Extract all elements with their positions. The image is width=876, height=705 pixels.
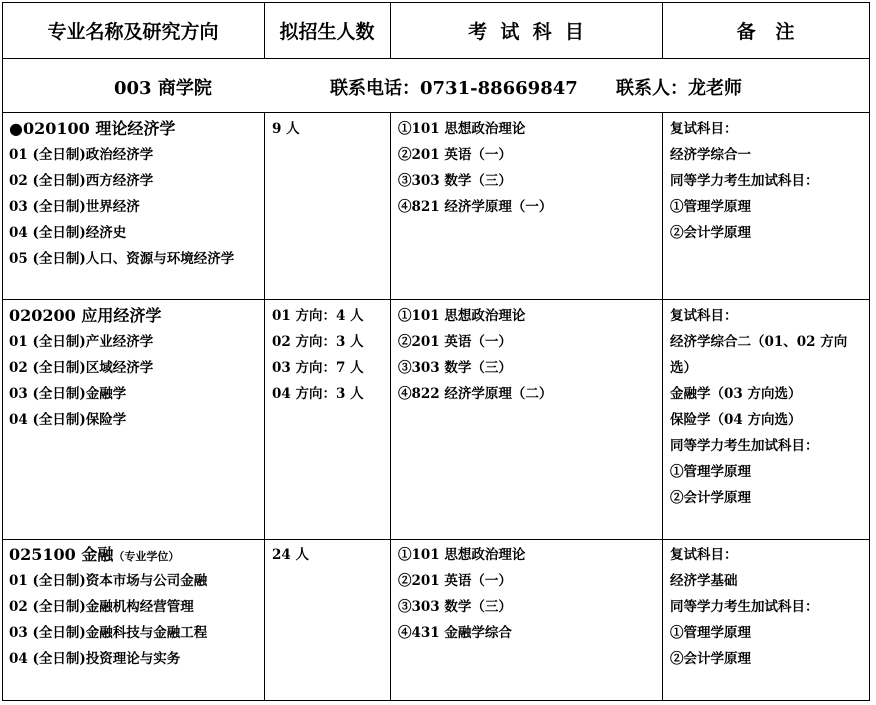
remark-line: 经济学综合一 (670, 147, 751, 163)
remark-line: 经济学基础 (670, 573, 738, 589)
enrollment-cell (272, 303, 364, 407)
header-enrollment: 拟招生人数 (279, 20, 375, 43)
exam-subject: ③303 数学（三） (398, 360, 512, 376)
major-title: ●020100 理论经济学 (9, 119, 176, 138)
remark-line: ①管理学原理 (670, 625, 751, 641)
remark-line: ②会计学原理 (670, 490, 751, 506)
direction-item: 04 (全日制)投资理论与实务 (9, 651, 181, 667)
remark-line: ②会计学原理 (670, 225, 751, 241)
remarks-cell (670, 303, 847, 511)
exam-cell (398, 542, 525, 646)
direction-item: 04 (全日制)保险学 (9, 412, 127, 428)
direction-item: 03 (全日制)金融学 (9, 386, 127, 402)
exam-subject: ①101 思想政治理论 (398, 547, 526, 563)
remark-line: 同等学力考生加试科目： (670, 599, 819, 615)
exam-subject: ②201 英语（一） (398, 573, 512, 589)
exam-subject: ①101 思想政治理论 (398, 121, 526, 137)
column-divider (662, 112, 663, 700)
contact-phone: 联系电话：0731-88669847 (330, 78, 578, 99)
direction-item: 04 (全日制)经济史 (9, 225, 127, 241)
exam-cell (398, 116, 552, 220)
remark-line: 保险学（04 方向选） (670, 412, 802, 428)
column-divider (264, 112, 265, 700)
direction-item: 01 (全日制)政治经济学 (9, 147, 154, 163)
enrollment-count: 04 方向：3 人 (272, 386, 364, 402)
remarks-cell (670, 542, 819, 672)
remark-line: 选） (670, 360, 697, 376)
remark-line: 复试科目： (670, 121, 738, 137)
direction-item: 03 (全日制)金融科技与金融工程 (9, 625, 208, 641)
direction-item: 01 (全日制)资本市场与公司金融 (9, 573, 208, 589)
college-name: 003 商学院 (114, 78, 212, 99)
direction-item: 01 (全日制)产业经济学 (9, 334, 154, 350)
exam-subject: ②201 英语（一） (398, 147, 512, 163)
exam-subject: ④431 金融学综合 (398, 625, 512, 641)
remark-line: 经济学综合二（01、02 方向 (670, 334, 848, 350)
remark-line: ①管理学原理 (670, 464, 751, 480)
enrollment-count: 24 人 (272, 547, 309, 563)
major-cell (9, 542, 207, 672)
remark-line: 同等学力考生加试科目： (670, 173, 819, 189)
contact-person: 联系人：龙老师 (616, 78, 742, 99)
major-cell (9, 303, 161, 433)
direction-item: 02 (全日制)西方经济学 (9, 173, 154, 189)
header-exam-subjects: 考 试 科 目 (468, 20, 584, 43)
header-remarks: 备 注 (736, 20, 795, 43)
enrollment-count: 02 方向：3 人 (272, 334, 364, 350)
remark-line: 同等学力考生加试科目： (670, 438, 819, 454)
contact-row (2, 58, 870, 112)
direction-item: 03 (全日制)世界经济 (9, 199, 140, 215)
row-divider (2, 539, 870, 540)
enrollment-cell (272, 116, 300, 142)
exam-subject: ④822 经济学原理（二） (398, 386, 553, 402)
header-major: 专业名称及研究方向 (47, 20, 219, 43)
contact-divider (2, 112, 870, 113)
row-divider (2, 700, 870, 701)
row-divider (2, 299, 870, 300)
remark-line: 金融学（03 方向选） (670, 386, 802, 402)
exam-subject: ③303 数学（三） (398, 173, 512, 189)
remark-line: 复试科目： (670, 547, 738, 563)
major-title: 025100 金融（专业学位） (9, 545, 180, 564)
direction-item: 02 (全日制)金融机构经营管理 (9, 599, 194, 615)
enrollment-count: 01 方向：4 人 (272, 308, 364, 324)
exam-cell (398, 303, 552, 407)
exam-subject: ④821 经济学原理（一） (398, 199, 553, 215)
remarks-cell (670, 116, 819, 246)
remark-line: ①管理学原理 (670, 199, 751, 215)
exam-subject: ②201 英语（一） (398, 334, 512, 350)
enrollment-count: 9 人 (272, 121, 300, 137)
remark-line: 复试科目： (670, 308, 738, 324)
direction-item: 05 (全日制)人口、资源与环境经济学 (9, 251, 235, 267)
exam-subject: ①101 思想政治理论 (398, 308, 526, 324)
column-divider (390, 112, 391, 700)
major-title: 020200 应用经济学 (9, 306, 162, 325)
enrollment-cell (272, 542, 309, 568)
exam-subject: ③303 数学（三） (398, 599, 512, 615)
remark-line: ②会计学原理 (670, 651, 751, 667)
major-cell (9, 116, 234, 272)
enrollment-count: 03 方向：7 人 (272, 360, 364, 376)
direction-item: 02 (全日制)区域经济学 (9, 360, 154, 376)
